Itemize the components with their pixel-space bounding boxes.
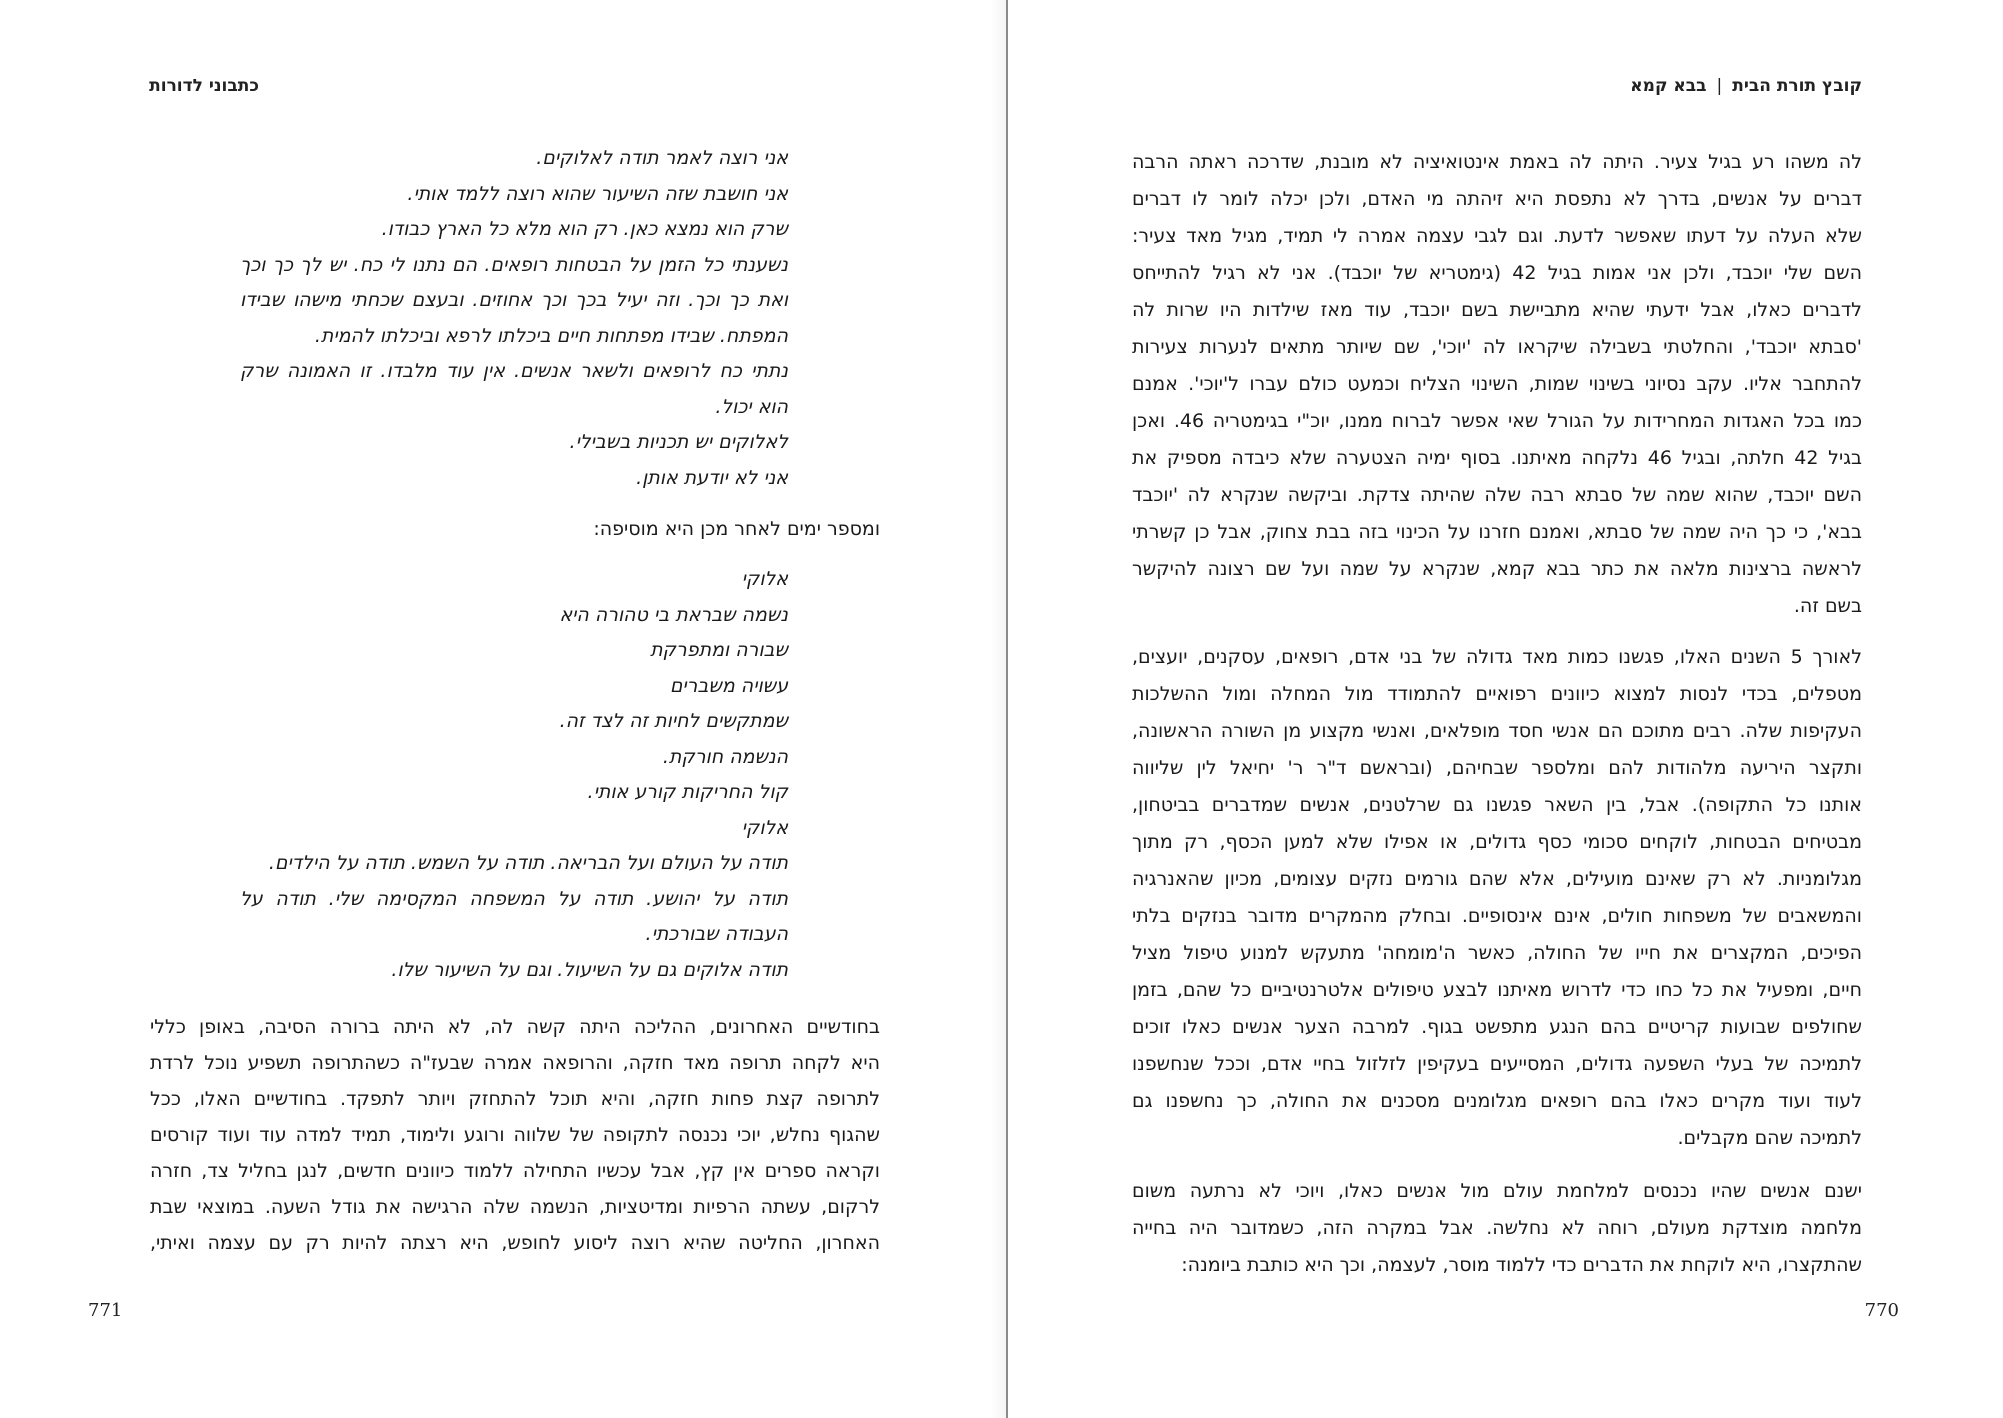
poem-line: הוא יכול. [715,395,788,418]
text-line: בשם זה. [1793,595,1862,617]
intro-line-block [150,511,880,548]
right-page [1008,0,2003,1418]
text-line: להתחבר אליו. עקב נסיוני בשינוי שמות, השינוי הצליח וכמעט כולם עברו ל'יוכי'. אמנם [1132,373,1862,395]
text-line: וקראה ספרים אין קץ, אבל עכשיו התחילה ללמוד כיוונים חדשים, לנגן בחליל צד, חזרה [150,1160,880,1182]
text-line: לתמיכה שהם מקבלים. [1677,1127,1862,1149]
poem-line: שבורה ומתפרקת [650,639,788,661]
text-line: לרקום, עשתה הרפיות ומדיטציות, הנשמה שלה הרגישה את גודל השעה. במוצאי שבת [150,1196,880,1218]
paragraph [1132,1173,1862,1284]
text-line: שחולפים שבועות קריטיים בהם הנגע מתפשט בגוף. למרבה הצער אנשים כאלו זוכים [1132,1016,1862,1038]
text-line: לדברים כאלו, אבל ידעתי שהיא מתביישת בשם יוכבד, עוד מאז שילדות היו שרות לה [1132,299,1862,321]
text-line: והמשאבים של משפחות חולים, אינם אינסופיים. ובחלק מהמקרים מדובר בנזקים בלתי [1132,905,1862,927]
diary-poem-2 [240,562,788,988]
text-line: שהתקצרו, היא לוקחת את הדברים כדי ללמוד מוסר, לעצמה, וכך היא כותבת ביומנה: [1181,1254,1862,1276]
poem-line: עשויה משברים [669,674,788,697]
text-line: מבטיחים הבטחות, לוקחים סכומי כסף גדולים, או אפילו שלא למען הכסף, רק מתוך [1132,831,1862,853]
text-line: לעוד ועוד מקרים כאלו בהם רופאים מגלומנים מסכנים את החולה, כך נחשפנו גם [1132,1090,1862,1112]
left-prose-paragraph [150,1009,880,1261]
text-line: שהגוף נחלש, יוכי נכנסה לתקופה של שלווה ורוגע ולימוד, תמיד למדה עוד ועוד קורסים [150,1124,880,1146]
text-line: לאורך 5 השנים האלו, פגשנו כמות מאד גדולה של בני אדם, רופאים, עסקנים, יועצים, [1132,646,1862,668]
poem-line: נשענתי כל הזמן על הבטחות רופאים. הם נתנו לי כח. יש לך כך וכך [240,253,788,276]
poem-line: תודה על העולם ועל הבריאה. תודה על השמש. תודה על הילדים. [268,852,788,874]
text-line: בבא', כי כך היה שמה של סבתא, ואמנם חזרנו על הכינוי בזה בבת צחוק, אבל כן קשרתי [1132,521,1862,543]
poem-line: שמתקשים לחיות זה לצד זה. [559,710,788,732]
paragraph [1132,639,1862,1157]
text-line: לתמיכה של בעלי השפעה גדולים, המסייעים בעקיפין לזלזול בחיי אדם, וככל שנחשפנו [1132,1053,1862,1075]
poem-line: נתתי כח לרופאים ולשאר אנשים. אין עוד מלבדו. זו האמונה שרק [240,360,788,382]
diary-poem-1 [240,141,788,496]
page-number-left: 771 [88,1300,123,1321]
poem-line: לאלוקים יש תכניות בשבילי. [569,431,788,453]
text-line: מגלומניות. לא רק שאינם מועילים, אלא שהם גורמים נזקים עצומים, מכיון שהאנרגיה [1132,868,1862,890]
header-separator: | [1716,76,1723,96]
header-book-title: קובץ תורת הבית [1732,76,1862,96]
text-line: מלחמה מוצדקת מעולם, רוחה לא נחלשה. אבל במקרה הזה, כשמדובר היה בחייה [1132,1217,1862,1239]
poem-line: הנשמה חורקת. [662,745,788,768]
poem-line: אני רוצה לאמר תודה לאלוקים. [536,147,788,169]
text-line: השם שלי יוכבד, ולכן אני אמות בגיל 42 (גימטריא של יוכבד). אני לא רגיל להתייחס [1132,262,1862,284]
poem-line: נשמה שבראת בי טהורה היא [559,603,788,626]
text-line: מטפלים, בכדי לנסות למצוא כיוונים רפואיים להתמודד מול המחלה ומול ההשלכות [1132,683,1862,705]
text-line: כמו בכל האגדות המחרידות על הגורל שאי אפשר לברוח ממנו, יוכ"י בגימטריה 46. ואכן [1132,410,1862,432]
text-line: שלא העלה על דעתו שאפשר לדעת. וגם לגבי עצמה אמרה לי תמיד, מגיל מאד צעיר: [1132,225,1862,247]
running-header-right [1630,76,1862,96]
right-body-text [1132,144,1862,1298]
poem-line: העבודה שבורכתי. [645,923,788,945]
text-line: לה משהו רע בגיל צעיר. היתה לה באמת אינטואיציה לא מובנת, שדרכה ראתה הרבה [1132,151,1862,173]
poem-line: תודה אלוקים גם על השיעול. וגם על השיעור שלו. [391,958,788,981]
text-line: אותנו כל התקופה). אבל, בין השאר פגשנו גם שרלטנים, אנשים שמדברים בביטחון, [1132,794,1862,816]
paragraph [1132,144,1862,625]
text-line: חיים, ומפעיל את כל כחו כדי לדרוש מאיתנו לבצע טיפולים אלטרנטיביים כל שהם, בזמן [1132,979,1862,1001]
text-line: היא לקחה תרופה מאד חזקה, והרופאה אמרה שבעז"ה כשהתרופה תשפיע נוכל לרדת [150,1052,880,1074]
text-line: לתרופה קצת פחות חזקה, והיא תוכל להתחזק ויותר לתפקד. בחודשיים האלו, ככל [150,1088,880,1110]
text-line: השם יוכבד, שהוא שמה של סבתא רבה שלה שהיתה צדקת. וביקשה שנקרא לה 'יוכבד [1132,484,1862,506]
poem-line: תודה על יהושע. תודה על המשפחה המקסימה שלי. תודה על [240,887,788,910]
poem-line: אני חושבת שזה השיעור שהוא רוצה ללמד אותי. [407,182,788,205]
poem-line: שרק הוא נמצא כאן. רק הוא מלא כל הארץ כבודו. [381,218,788,240]
poem-line: אלוקי [741,568,788,590]
poem-line: אלוקי [741,816,788,839]
poem-line: קול החריקות קורע אותי. [587,781,788,803]
header-section-title: בבא קמא [1630,76,1707,96]
poem-line: ואת כך וכך. וזה יעיל בכך וכך אחוזים. ובעצם שכחתי מישהו שבידו [240,289,788,311]
poem-line: אני לא יודעת אותן. [636,466,788,489]
text-line: ותקצר היריעה מלהודות להם ומלספר שבחיהם, (ובראשם ד"ר ר' יחיאל לין שליווה [1132,757,1862,779]
intro-line: ומספר ימים לאחר מכן היא מוסיפה: [593,518,880,540]
page-number-right: 770 [1864,1300,1899,1321]
text-line: האחרון, החליטה שהיא רוצה ליסוע לחופש, היא רצתה להיות רק עם עצמה ואיתי, [150,1232,880,1254]
running-header-left: כתבוני לדורות [149,76,259,96]
text-line: ישנם אנשים שהיו נכנסים למלחמת עולם מול אנשים כאלו, ויוכי לא נרתעה משום [1132,1180,1862,1202]
text-line: לראשה ברצינות מלאה את כתר בבא קמא, שנקרא על שמה ועל שם רצונה להיקשר [1132,558,1862,580]
text-line: 'סבתא יוכבד', והחלטתי בשבילה שיקראו לה 'יוכי', שם שיותר מתאים לנערות צעירות [1132,336,1862,358]
text-line: הפיכים, המקצרים את חייו של החולה, כאשר ה'מומחה' מתעקש למנוע טיפול מציל [1132,942,1862,964]
text-line: דברים על אנשים, בדרך לא נתפסת היא זיהתה מי האדם, ולכן יכלה לומר לו דברים [1132,188,1862,210]
text-line: העקיפות שלה. רבים מתוכם הם אנשי חסד מופלאים, ואנשי מקצוע מן השורה הראשונה, [1132,720,1862,742]
text-line: בחודשיים האחרונים, ההליכה היתה קשה לה, לא היתה ברורה הסיבה, באופן כללי [150,1016,880,1038]
text-line: בגיל 42 חלתה, ובגיל 46 נלקחה מאיתנו. בסוף ימיה הצטערה שלא כיבדה מספיק את [1132,447,1863,469]
poem-line: המפתח. שבידו מפתחות חיים ביכלתו לרפא וביכלתו להמית. [314,324,788,347]
